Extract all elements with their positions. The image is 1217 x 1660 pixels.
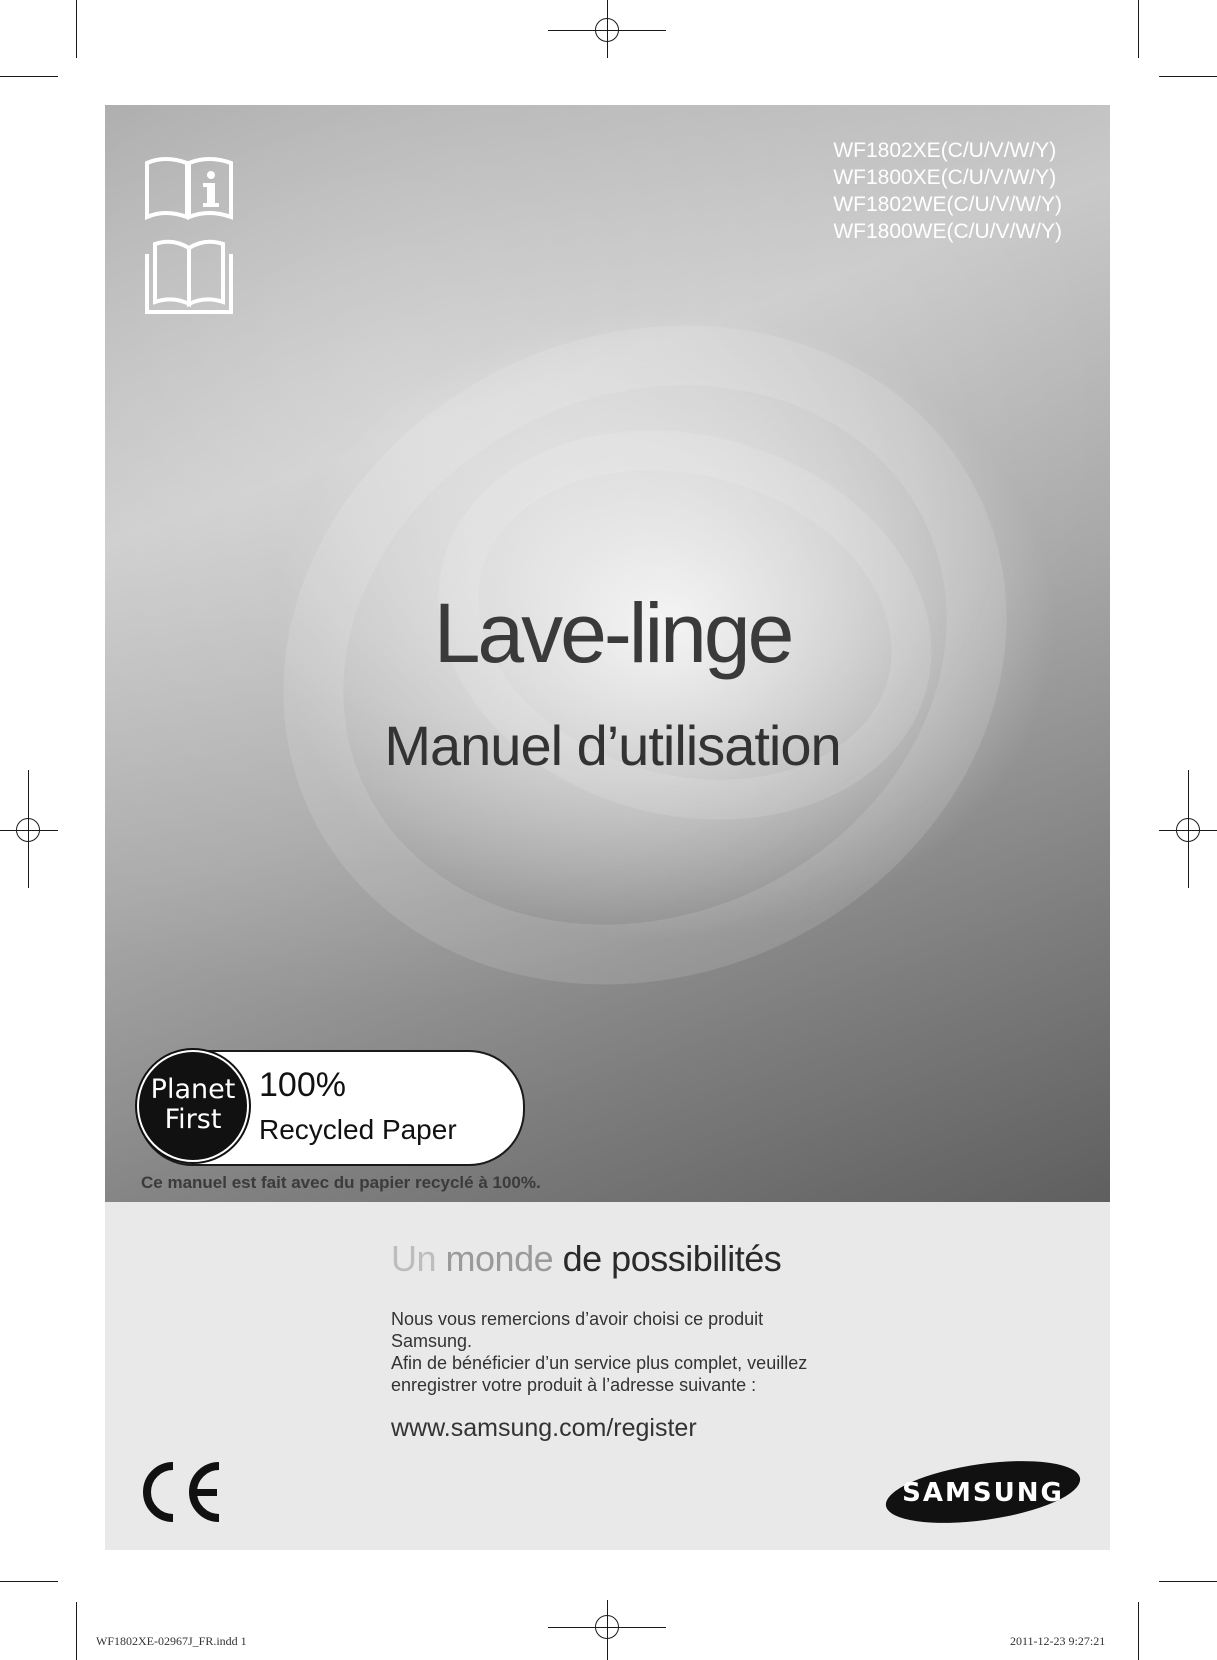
- cover-hero: [105, 105, 1110, 1202]
- register-instruction: Afin de bénéficier d’un service plus complet, veuillez enregistrer votre produit à l’adresse suivante :: [391, 1353, 808, 1395]
- samsung-logo: [883, 1457, 1083, 1532]
- model-number: WF1800XE(C/U/V/W/Y): [833, 166, 1057, 189]
- model-number: WF1800WE(C/U/V/W/Y): [833, 220, 1062, 243]
- planet-first-line1: Planet: [150, 1074, 236, 1105]
- info-manual-icon: [143, 212, 235, 229]
- recycled-paper-label: Recycled Paper: [259, 1114, 457, 1145]
- print-file-label: WF1802XE-02967J_FR.indd 1: [96, 1634, 247, 1648]
- tagline-part: Un: [391, 1238, 437, 1279]
- model-number: WF1802WE(C/U/V/W/Y): [833, 193, 1062, 216]
- planet-first-line2: First: [164, 1104, 222, 1135]
- manual-icons: [143, 155, 235, 323]
- tagline: [391, 1238, 781, 1280]
- thank-you-line: Nous vous remercions d’avoir choisi ce produit Samsung.: [391, 1309, 764, 1351]
- model-number: WF1802XE(C/U/V/W/Y): [833, 139, 1057, 162]
- planet-first-badge: [137, 1050, 525, 1166]
- svg-text:SAMSUNG: SAMSUNG: [902, 1478, 1064, 1508]
- recycle-note: Ce manuel est fait avec du papier recyclé à 100%.: [141, 1173, 541, 1192]
- page-subtitle: Manuel d’utilisation: [384, 714, 841, 777]
- cover-footer-panel: [105, 1202, 1110, 1550]
- register-link[interactable]: www.samsung.com/register: [391, 1414, 697, 1442]
- planet-first-logo: [137, 1050, 249, 1162]
- recycled-percent: 100%: [259, 1066, 346, 1104]
- ce-mark-icon: [133, 1460, 225, 1529]
- tagline-part: monde: [445, 1238, 554, 1279]
- open-book-icon: [143, 305, 235, 322]
- thank-you-text: [391, 1308, 821, 1396]
- page-title: Lave-linge: [433, 586, 792, 680]
- model-list: [833, 137, 1062, 245]
- print-timestamp: 2011-12-23 9:27:21: [1010, 1634, 1106, 1648]
- tagline-part: de possibilités: [562, 1238, 782, 1279]
